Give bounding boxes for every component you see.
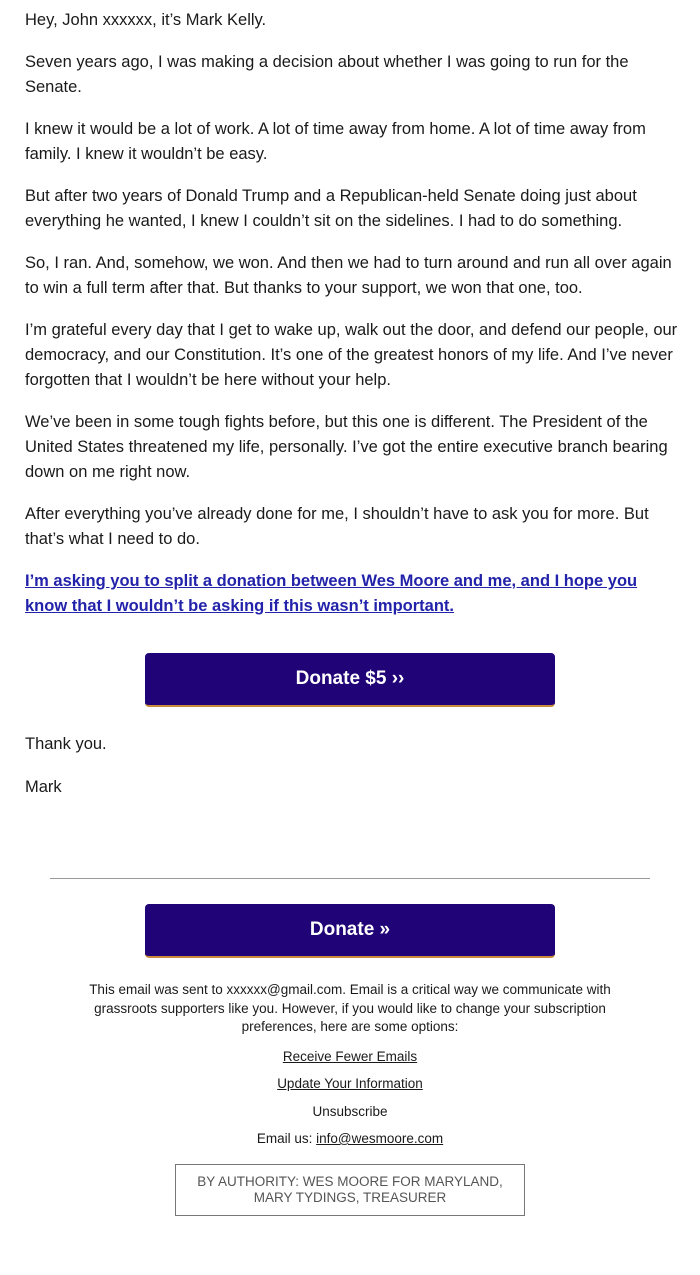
disclaimer-line: MARY TYDINGS, TREASURER [253, 1190, 447, 1205]
thanks-text: Thank you. [25, 735, 107, 753]
paragraph: I knew it would be a lot of work. A lot of time away from home. A lot of time away from family. I knew it wouldn’t be easy. [25, 120, 646, 163]
subscription-notice: This email was sent to xxxxxx@gmail.com. Email is a critical way we communicate with grassroots supporters like you. However, if you would like to change your subscription preferences, here are some options: [89, 982, 611, 1034]
email-us-label: Email us: [256, 1131, 317, 1146]
update-information-link[interactable]: Update Your Information [277, 1076, 423, 1091]
paragraph: But after two years of Donald Trump and a Republican-held Senate doing just about everything he wanted, I knew I couldn’t sit on the sidelines. I had to do something. [25, 187, 637, 230]
signoff [25, 732, 625, 818]
paragraph: Seven years ago, I was making a decision about whether I was going to run for the Senate. [25, 53, 629, 96]
donate-5-button[interactable]: Donate $5 ›› [145, 653, 555, 707]
paragraph: I’m grateful every day that I get to wake up, walk out the door, and defend our people, our democracy, and our Constitution. It’s one of the greatest honors of my life. And I’ve never forgotten that I wouldn’t be here without your help. [25, 321, 678, 389]
primary-donate-wrap [0, 653, 700, 707]
receive-fewer-emails-link[interactable]: Receive Fewer Emails [282, 1048, 418, 1064]
paragraph: So, I ran. And, somehow, we won. And then we had to turn around and run all over again to win a full term after that. But thanks to your support, we won that one, too. [25, 254, 672, 297]
email-us-row [70, 1130, 630, 1149]
letter-content [25, 8, 680, 645]
signature-name: Mark [25, 778, 62, 796]
footer-divider [50, 878, 650, 879]
donation-ask-link[interactable]: I’m asking you to split a donation between Wes Moore and me, and I hope you know that I wouldn’t be asking if this wasn’t important. [25, 572, 638, 615]
update-info-row [70, 1075, 630, 1094]
ask-paragraph [25, 569, 680, 619]
contact-email-link[interactable]: info@wesmoore.com [316, 1131, 444, 1146]
paragraph: After everything you’ve already done for me, I shouldn’t have to ask you for more. But that’s what I need to do. [25, 505, 649, 548]
paragraph: We’ve been in some tough fights before, but this one is different. The President of the United States threatened my life, personally. I’ve got the entire executive branch bearing down on me right now. [25, 413, 668, 481]
fewer-emails-row [70, 1048, 630, 1067]
disclaimer-line: BY AUTHORITY: WES MOORE FOR MARYLAND, [197, 1174, 503, 1189]
greeting: Hey, John xxxxxx, it’s Mark Kelly. [25, 11, 267, 29]
email-footer [70, 981, 630, 1158]
donate-button[interactable]: Donate » [145, 904, 555, 958]
footer-donate-wrap [0, 904, 700, 958]
paid-for-disclaimer [175, 1164, 525, 1216]
unsubscribe-link[interactable]: Unsubscribe [312, 1103, 388, 1119]
